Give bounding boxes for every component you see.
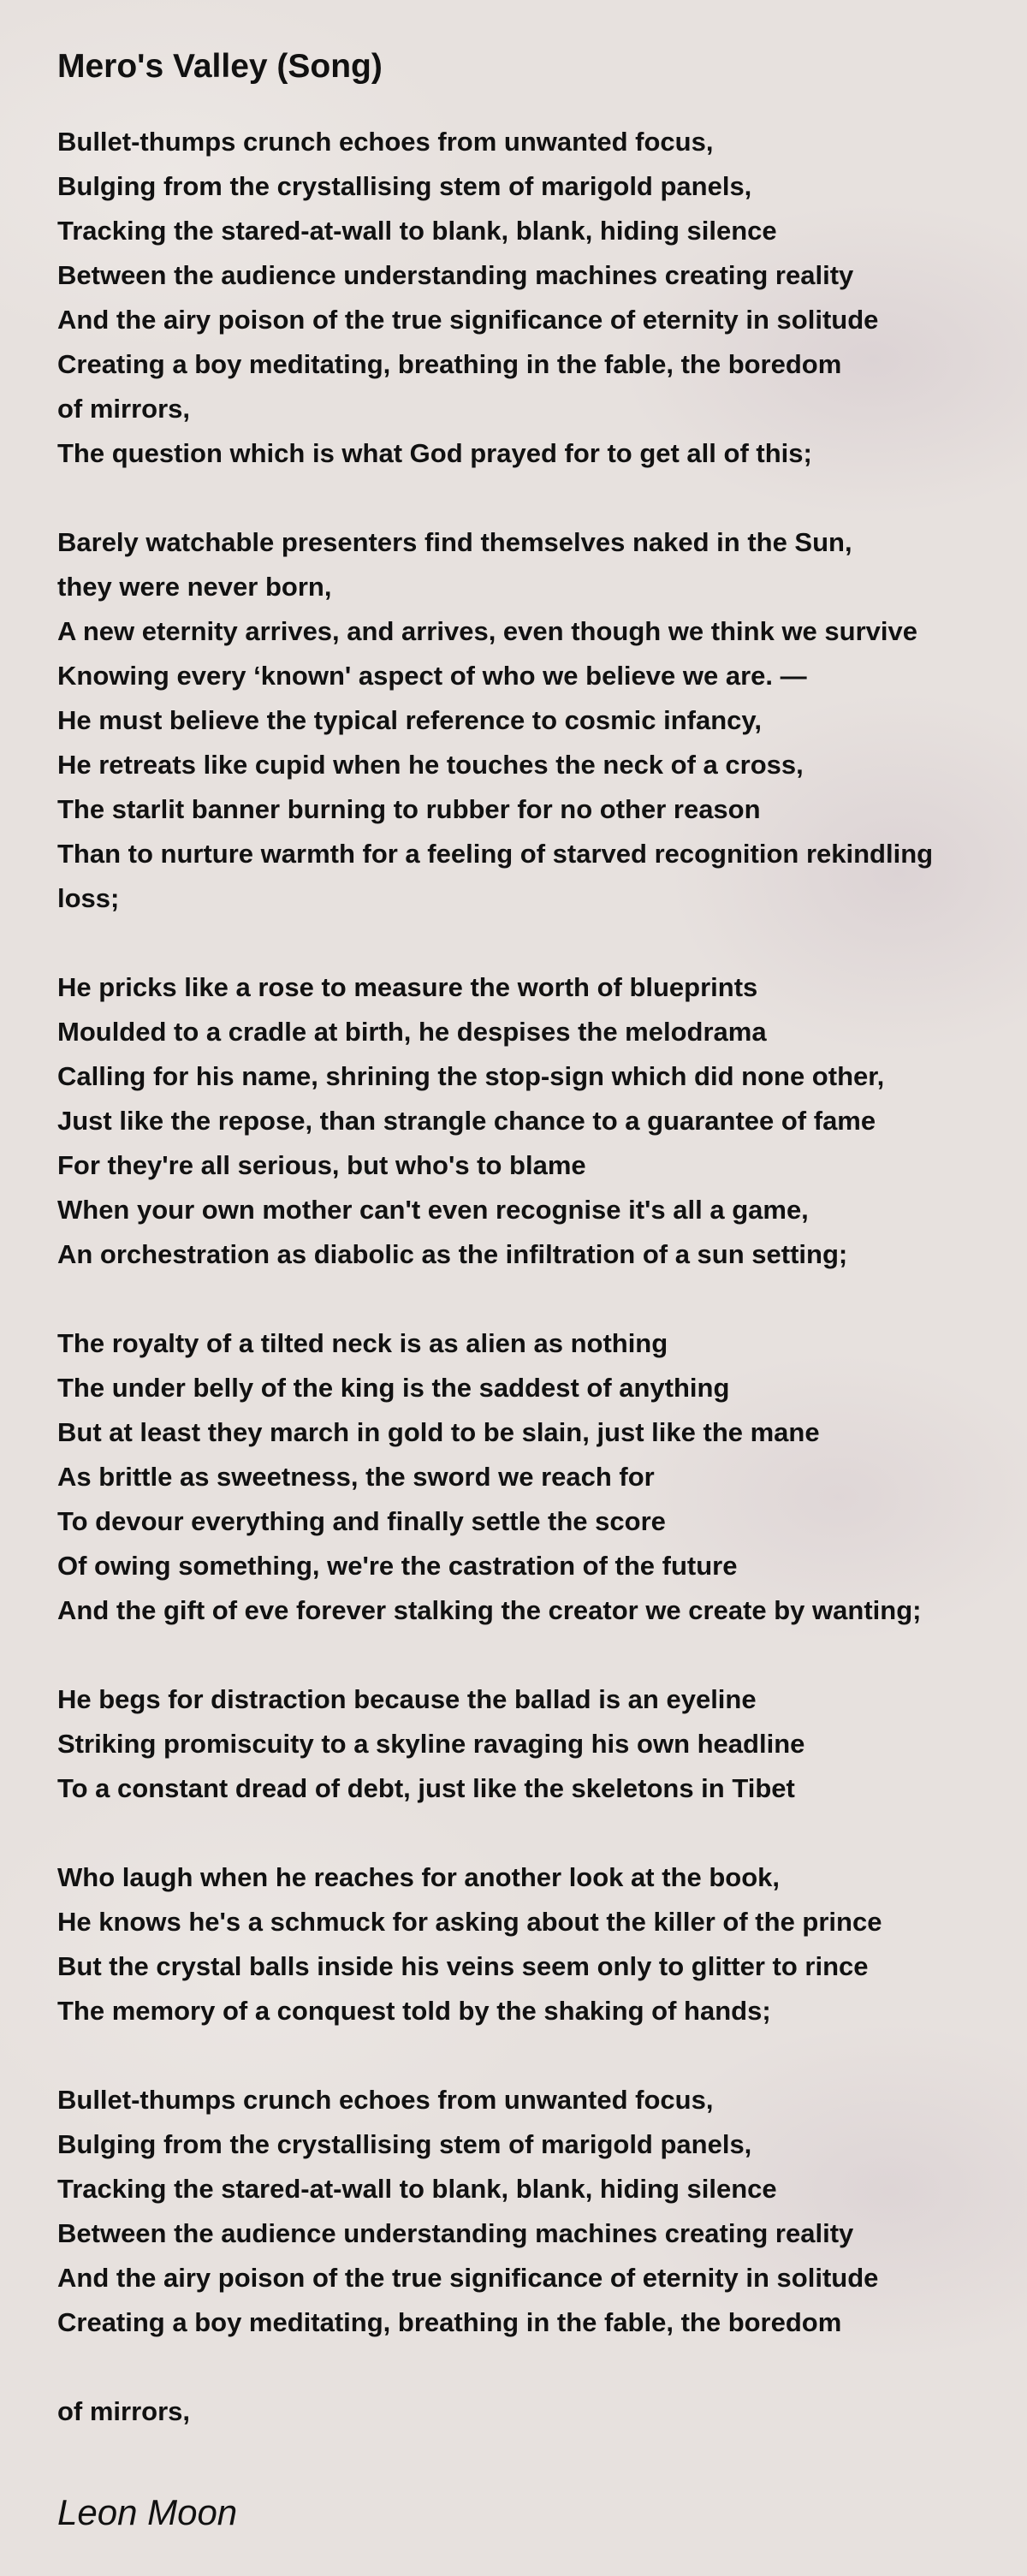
poem-line: Bulging from the crystallising stem of marigold panels,	[57, 171, 752, 201]
poem-line: Between the audience understanding machines creating reality	[57, 2218, 854, 2248]
poem-line: And the airy poison of the true significance of eternity in solitude	[57, 2263, 879, 2293]
poem-line: He must believe the typical reference to cosmic infancy,	[57, 705, 762, 735]
poem-line: Than to nurture warmth for a feeling of starved recognition rekindling	[57, 839, 934, 869]
poem-line: To a constant dread of debt, just like the skeletons in Tibet	[57, 1773, 795, 1803]
poem-line: An orchestration as diabolic as the infiltration of a sun setting;	[57, 1239, 848, 1269]
poem-line: But the crystal balls inside his veins seem only to glitter to rince	[57, 1951, 869, 1981]
poem-line: He begs for distraction because the ballad is an eyeline	[57, 1684, 757, 1714]
poem-stanza	[57, 2078, 1007, 2345]
poem-line: The memory of a conquest told by the shaking of hands;	[57, 1996, 771, 2026]
poem-line: Barely watchable presenters find themselves naked in the Sun,	[57, 527, 852, 557]
poem-line: Calling for his name, shrining the stop-sign which did none other,	[57, 1061, 885, 1091]
poem-line: of mirrors,	[57, 394, 191, 424]
poem-stanza	[57, 520, 1007, 921]
poem-content	[57, 43, 1007, 2434]
poem-stanza	[57, 2389, 1007, 2434]
poem-author: Leon Moon	[57, 2492, 238, 2532]
poem-line: The question which is what God prayed for to get all of this;	[57, 438, 812, 468]
poem-line: But at least they march in gold to be slain, just like the mane	[57, 1417, 820, 1447]
poem-body	[57, 120, 1007, 2434]
poem-line: Bullet-thumps crunch echoes from unwanted focus,	[57, 127, 714, 157]
poem-stanza	[57, 120, 1007, 476]
poem-line: The under belly of the king is the saddest of anything	[57, 1373, 730, 1403]
poem-line: Who laugh when he reaches for another look at the book,	[57, 1862, 780, 1892]
poem-line: He knows he's a schmuck for asking about the killer of the prince	[57, 1907, 882, 1937]
poem-line: Creating a boy meditating, breathing in the fable, the boredom	[57, 2307, 842, 2337]
poem-line: When your own mother can't even recognise it's all a game,	[57, 1195, 809, 1225]
poem-line: they were never born,	[57, 572, 332, 602]
poem-line: And the gift of eve forever stalking the creator we create by wanting;	[57, 1595, 922, 1625]
poem-line: Striking promiscuity to a skyline ravaging his own headline	[57, 1729, 805, 1759]
poem-line: The royalty of a tilted neck is as alien as nothing	[57, 1328, 668, 1358]
poem-line: loss;	[57, 883, 120, 913]
poem-stanza	[57, 1677, 1007, 1811]
poem-stanza	[57, 1321, 1007, 1633]
poem-line: The starlit banner burning to rubber for no other reason	[57, 794, 761, 824]
poem-line: Between the audience understanding machines creating reality	[57, 260, 854, 290]
poem-stanza	[57, 1855, 1007, 2033]
poem-line: Tracking the stared-at-wall to blank, blank, hiding silence	[57, 216, 777, 246]
poem-line: of mirrors,	[57, 2396, 191, 2426]
poem-line: Just like the repose, than strangle chance to a guarantee of fame	[57, 1106, 876, 1136]
poem-line: Bulging from the crystallising stem of marigold panels,	[57, 2129, 752, 2159]
poem-line: For they're all serious, but who's to blame	[57, 1150, 586, 1180]
poem-line: Creating a boy meditating, breathing in the fable, the boredom	[57, 349, 842, 379]
poem-line: As brittle as sweetness, the sword we reach for	[57, 1462, 655, 1492]
poem-line: Bullet-thumps crunch echoes from unwanted focus,	[57, 2085, 714, 2115]
poem-line: Knowing every ‘known' aspect of who we believe we are. —	[57, 661, 807, 691]
poem-line: Moulded to a cradle at birth, he despises the melodrama	[57, 1017, 767, 1047]
poem-line: Of owing something, we're the castration of the future	[57, 1551, 738, 1581]
poem-line: To devour everything and finally settle the score	[57, 1506, 666, 1536]
poem-line: A new eternity arrives, and arrives, even though we think we survive	[57, 616, 917, 646]
poem-title: Mero's Valley (Song)	[57, 48, 383, 85]
poem-line: Tracking the stared-at-wall to blank, blank, hiding silence	[57, 2174, 777, 2204]
poem-line: He pricks like a rose to measure the worth of blueprints	[57, 972, 758, 1002]
poem-line: He retreats like cupid when he touches the neck of a cross,	[57, 750, 804, 780]
poem-line: And the airy poison of the true significance of eternity in solitude	[57, 305, 879, 335]
poem-stanza	[57, 965, 1007, 1277]
